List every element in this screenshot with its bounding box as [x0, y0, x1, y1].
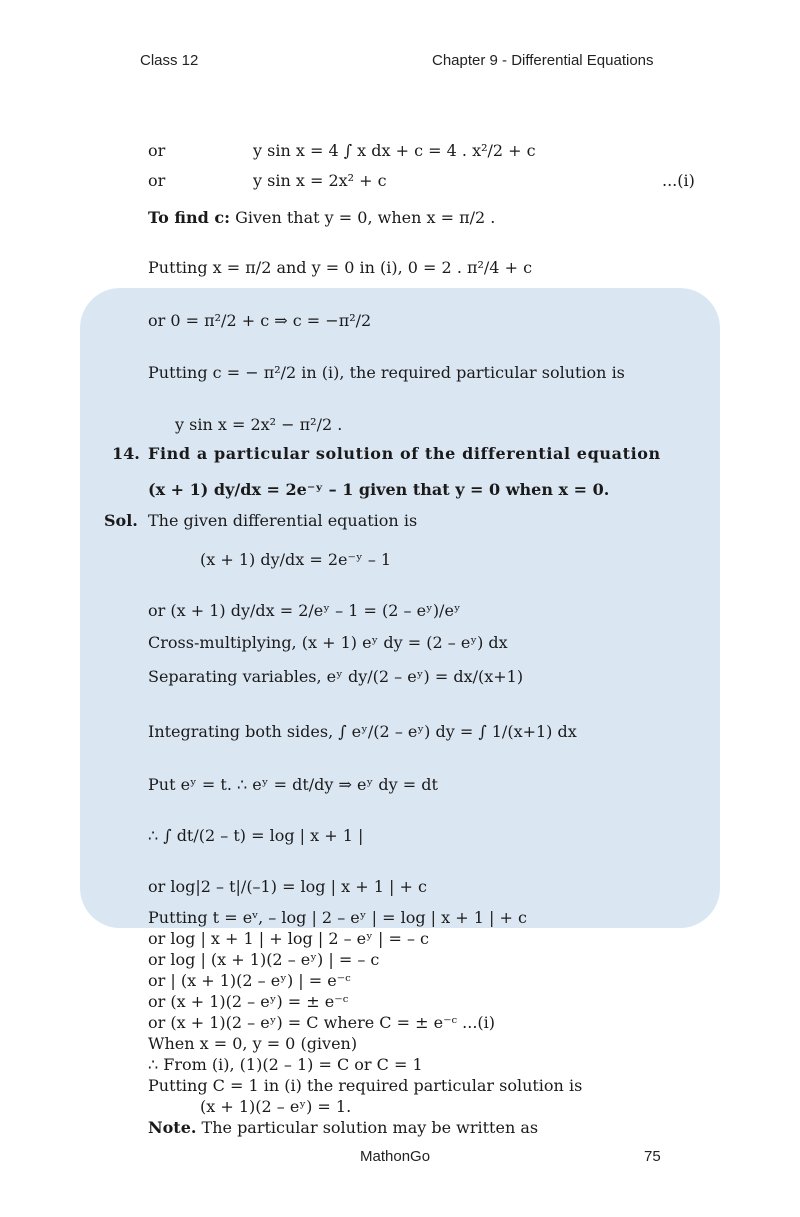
question-text: Find a particular solution of the differential equation	[148, 444, 661, 463]
text-line: Cross-multiplying, (x + 1) eʸ dy = (2 – eʸ) dx	[148, 633, 508, 652]
equation-line: or log | (x + 1)(2 – eʸ) | = – c	[148, 950, 380, 969]
equation-line: or (x + 1) dy/dx = 2/eʸ – 1 = (2 – eʸ)/eʸ	[148, 601, 461, 620]
text-line: ∴ From (i), (1)(2 – 1) = C or C = 1	[148, 1055, 423, 1074]
header-class: Class 12	[140, 52, 199, 69]
text-line: Putting x = π/2 and y = 0 in (i), 0 = 2 . π²/4 + c	[148, 258, 533, 277]
equation-line: y sin x = 4 ∫ x dx + c = 4 . x²/2 + c	[253, 141, 536, 160]
text-line: Separating variables, eʸ dy/(2 – eʸ) = dx/(x+1)	[148, 667, 524, 686]
equation-line: (x + 1) dy/dx = 2e⁻ʸ – 1	[200, 550, 392, 569]
equation-line: or 0 = π²/2 + c ⇒ c = −π²/2	[148, 311, 372, 330]
solution-label: Sol.	[104, 511, 138, 530]
equation-line: or (x + 1)(2 – eʸ) = C where C = ± e⁻ᶜ ...(i)	[148, 1013, 495, 1032]
text-line: Putting C = 1 in (i) the required particular solution is	[148, 1076, 583, 1095]
text-line: Putting c = − π²/2 in (i), the required particular solution is	[148, 363, 625, 382]
equation-line: y sin x = 2x² − π²/2 .	[175, 415, 343, 434]
text-line: The particular solution may be written as	[201, 1118, 539, 1137]
equation-line: or (x + 1)(2 – eʸ) = ± e⁻ᶜ	[148, 992, 349, 1011]
bold-lead: To find c:	[148, 208, 230, 227]
note-label: Note.	[148, 1118, 197, 1137]
text-line: Put eʸ = t. ∴ eʸ = dt/dy ⇒ eʸ dy = dt	[148, 775, 438, 794]
question-number: 14.	[112, 444, 140, 463]
equation-line: or log | x + 1 | + log | 2 – eʸ | = – c	[148, 929, 430, 948]
equation-line: y sin x = 2x² + c	[253, 171, 387, 190]
page-number: 75	[644, 1148, 661, 1165]
equation-line: ∴ ∫ dt/(2 – t) = log | x + 1 |	[148, 826, 364, 845]
text-line: Given that y = 0, when x = π/2 .	[235, 208, 496, 227]
equation-tag: ...(i)	[662, 171, 695, 190]
equation-line: or | (x + 1)(2 – eʸ) | = e⁻ᶜ	[148, 971, 351, 990]
text-line: Putting t = eᵛ, – log | 2 – eʸ | = log | x + 1 | + c	[148, 908, 527, 927]
footer-brand: MathonGo	[360, 1148, 431, 1165]
text-line: The given differential equation is	[148, 511, 418, 530]
equation-line: (x + 1)(2 – eʸ) = 1.	[200, 1097, 352, 1116]
equation-line: or log|2 – t|/(–1) = log | x + 1 | + c	[148, 877, 427, 896]
text-line: Integrating both sides, ∫ eʸ/(2 – eʸ) dy = ∫ 1/(x+1) dx	[148, 722, 577, 741]
or-label: or	[148, 141, 166, 160]
text-line: When x = 0, y = 0 (given)	[148, 1034, 358, 1053]
or-label: or	[148, 171, 166, 190]
question-text: (x + 1) dy/dx = 2e⁻ʸ – 1 given that y = 0 when x = 0.	[148, 480, 610, 499]
header-chapter: Chapter 9 - Differential Equations	[432, 52, 654, 69]
